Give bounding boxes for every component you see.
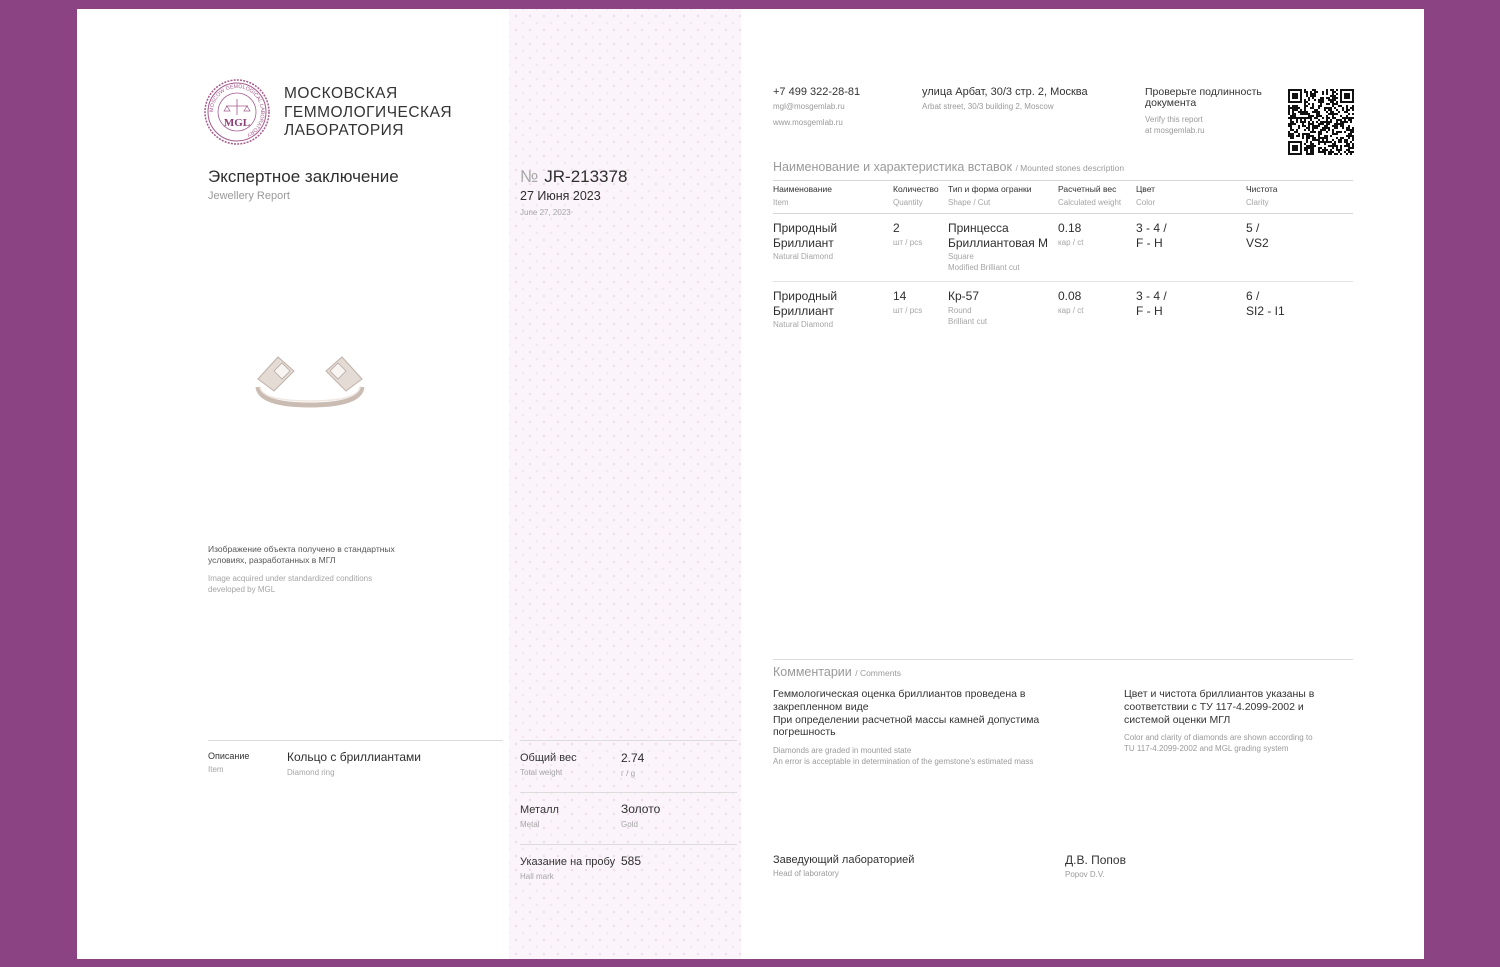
property-label-en: Hall mark [520, 872, 554, 881]
verify-text-en: Verify this report [1145, 115, 1203, 124]
report-sheet [77, 9, 1424, 959]
property-label-en: Total weight [520, 768, 563, 777]
stones-title-en: / Mounted stones description [1015, 163, 1125, 173]
comment-text-en: Diamonds are graded in mounted state [773, 746, 912, 756]
comment-text: Геммологическая оценка бриллиантов проведена в закрепленном виде [773, 688, 1026, 713]
property-value-en: г / g [621, 769, 636, 778]
verify-text: Проверьте подлинность документа [1145, 86, 1262, 109]
description-label: Описание [208, 751, 250, 761]
property-value: Золото [621, 802, 661, 816]
cell-quantity: 14 шт / pcs [893, 289, 923, 315]
description-value-en: Diamond ring [287, 768, 335, 777]
comment-text-en: An error is acceptable in determination of the gemstone's estimated mass [773, 757, 1034, 767]
signature-role-en: Head of laboratory [773, 869, 839, 878]
column-header: Расчетный вес Calculated weight [1058, 184, 1122, 207]
address: улица Арбат, 30/3 стр. 2, Москва [922, 86, 1088, 98]
property-value-block [621, 751, 644, 778]
property-label: Общий вес [520, 752, 577, 764]
description-value: Кольцо с бриллиантами [287, 750, 421, 764]
column-header: Цвет Color [1136, 184, 1156, 207]
report-subtitle: Jewellery Report [208, 190, 290, 202]
seal-ring-text: MOSCOW GEMOLOGICAL LABORATORY [208, 83, 266, 138]
report-number [520, 167, 627, 187]
comments-title: Комментарии [773, 665, 852, 679]
cell-item: Природный Бриллиант Natural Diamond [773, 221, 838, 261]
contact-website: www.mosgemlab.ru [773, 118, 843, 127]
signature-name-block [1065, 853, 1126, 879]
signature-name: Д.В. Попов [1065, 853, 1126, 867]
comment-left [773, 688, 1063, 767]
address-en: Arbat street, 30/3 building 2, Moscow [922, 102, 1054, 111]
ring-photo [250, 349, 370, 409]
property-label-block [520, 752, 577, 777]
description-value-block [287, 750, 421, 777]
qr-code-icon [1288, 89, 1354, 155]
cell-color: 3 - 4 / F - H [1136, 289, 1167, 318]
property-value-block [621, 802, 660, 829]
table-row [773, 282, 1353, 339]
cell-item: Природный Бриллиант Natural Diamond [773, 289, 838, 329]
report-date: 27 Июня 2023 [520, 189, 601, 203]
address-block [922, 86, 1088, 115]
comment-text-en: Color and clarity of diamonds are shown according to TU 117-4.2099-2002 and MGL grading system [1124, 733, 1313, 754]
column-header: Наименование Item [773, 184, 832, 207]
image-caption: Изображение объекта получено в стандартных условиях, разработанных в МГЛ [208, 544, 395, 565]
report-title: Экспертное заключение [208, 167, 399, 186]
stones-section-title [773, 160, 1124, 174]
image-caption-en: Image acquired under standardized conditions developed by MGL [208, 574, 373, 594]
contact-phone: +7 499 322-28-81 [773, 86, 861, 98]
lab-name-line: МОСКОВСКАЯ [284, 85, 398, 102]
number-prefix: № [520, 167, 539, 186]
cell-weight: 0.08 кар / ct [1058, 289, 1084, 315]
comment-text: При определении расчетной массы камней допустима погрешность [773, 713, 1040, 739]
description-label-en: Item [208, 765, 224, 774]
property-label: Металл [520, 804, 559, 816]
report-date-en: June 27, 2023 [520, 208, 571, 217]
verify-block [1145, 87, 1275, 136]
contact-email: mgl@mosgemlab.ru [773, 102, 845, 111]
property-label: Указание на пробу [520, 856, 616, 868]
lab-name [284, 85, 452, 141]
property-value-block [621, 854, 641, 872]
number-value: JR-213378 [544, 167, 628, 186]
divider [773, 180, 1353, 181]
comment-right [1124, 688, 1324, 754]
column-header: Количество Quantity [893, 184, 939, 207]
table-header-row [773, 184, 1353, 214]
property-value: 585 [621, 854, 642, 868]
divider [520, 844, 737, 845]
stones-title: Наименование и характеристика вставок [773, 160, 1012, 174]
property-label-en: Metal [520, 820, 540, 829]
cell-color: 3 - 4 / F - H [1136, 221, 1167, 250]
divider [208, 740, 503, 741]
cell-quantity: 2 шт / pcs [893, 221, 923, 247]
lab-seal-icon [204, 79, 270, 145]
table-row [773, 214, 1353, 282]
description-label-block [208, 751, 249, 774]
divider [520, 792, 737, 793]
cell-clarity: 5 / VS2 [1246, 221, 1269, 250]
property-value: 2.74 [621, 751, 645, 765]
property-label-block [520, 856, 615, 881]
signature-name-en: Popov D.V. [1065, 870, 1105, 879]
signature-role-block [773, 854, 914, 878]
comments-section-title [773, 665, 901, 679]
cell-cut: Кр-57 Round Brilliant cut [948, 289, 988, 326]
lab-name-line: ГЕММОЛОГИЧЕСКАЯ [284, 103, 453, 121]
signature-role: Заведующий лабораторией [773, 854, 915, 866]
stones-table [773, 184, 1353, 338]
column-header: Тип и форма огранки Shape / Cut [948, 184, 1032, 207]
comment-text: Цвет и чистота бриллиантов указаны в соответствии с ТУ 117-4.2099-2002 и системой оценки МГЛ [1124, 688, 1315, 726]
property-value-en: Gold [621, 820, 638, 829]
cell-weight: 0.18 кар / ct [1058, 221, 1084, 247]
divider [520, 740, 737, 741]
cell-cut: Принцесса Бриллиантовая М Square Modified Brilliant cut [948, 221, 1049, 272]
contact-block [773, 86, 860, 131]
property-label-block [520, 804, 559, 829]
seal-text: MGL [223, 117, 251, 129]
column-header: Чистота Clarity [1246, 184, 1278, 207]
divider [773, 659, 1353, 660]
verify-url: at mosgemlab.ru [1145, 126, 1205, 135]
lab-name-line: ЛАБОРАТОРИЯ [284, 122, 404, 139]
comments-title-en: / Comments [855, 668, 902, 678]
cell-clarity: 6 / SI2 - I1 [1246, 289, 1285, 318]
